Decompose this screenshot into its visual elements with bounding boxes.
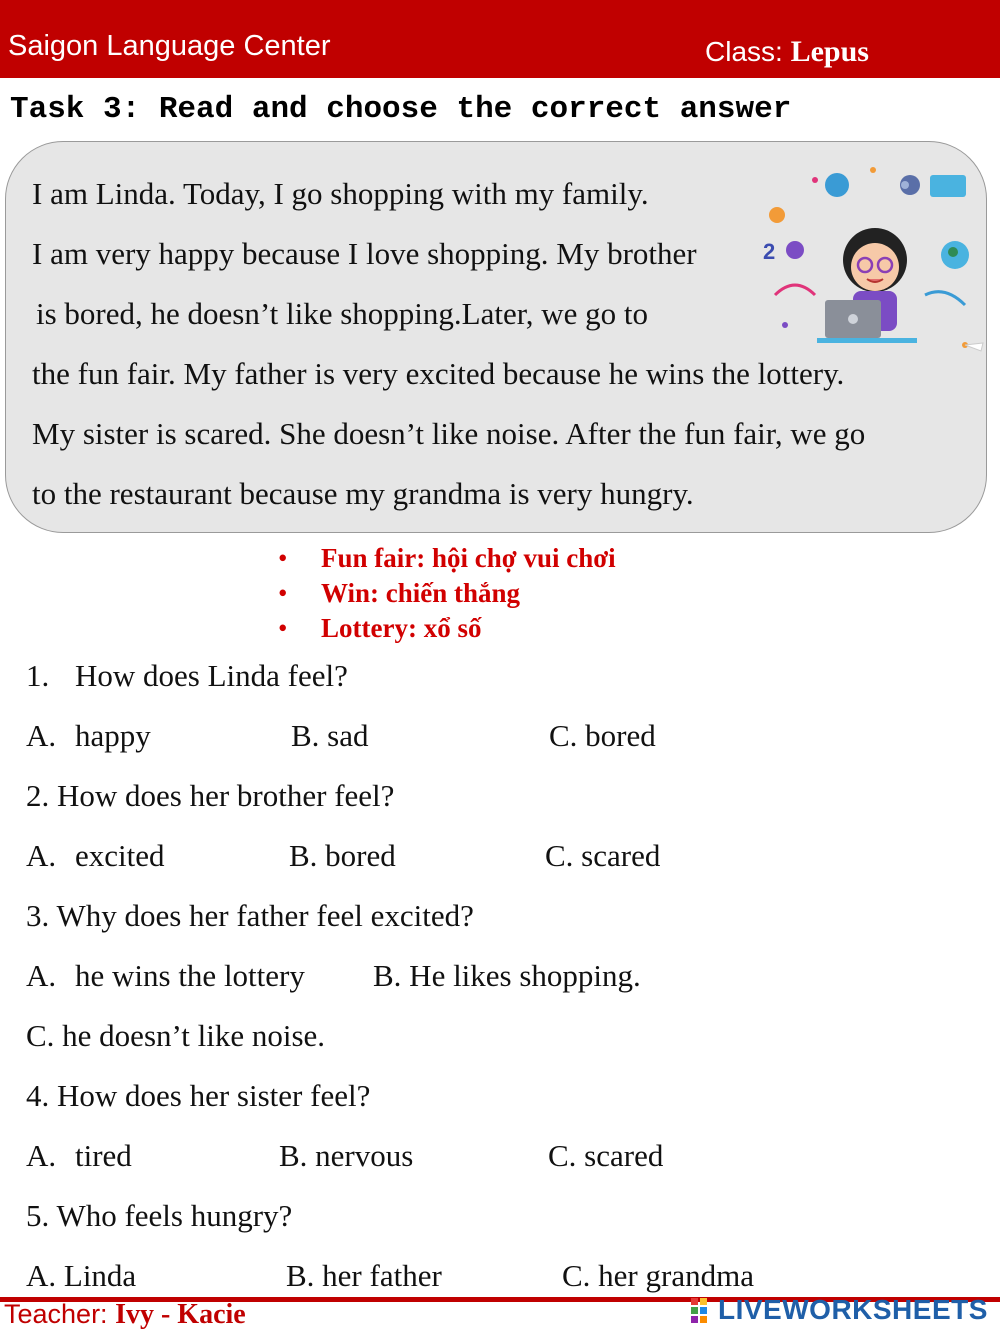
passage-line: I am very happy because I love shopping. My brother: [32, 236, 697, 271]
vocabulary-list: [278, 543, 616, 648]
class-label: Class:: [705, 36, 791, 67]
svg-text:2: 2: [763, 239, 776, 264]
bullet: •: [278, 613, 288, 643]
vocabulary-item: [278, 578, 616, 613]
vocabulary-text: Fun fair: hội chợ vui chơi: [321, 543, 616, 573]
question-3: 3. Why does her father feel excited?: [26, 898, 474, 933]
bullet: •: [278, 578, 288, 608]
girl-with-laptop-illustration: [755, 155, 985, 355]
liveworksheets-logo: [690, 1293, 988, 1327]
bullet: •: [278, 543, 288, 573]
option-c[interactable]: C. scared: [545, 838, 661, 873]
teacher-names: Ivy - Kacie: [115, 1299, 246, 1330]
liveworksheets-icon: [690, 1296, 718, 1324]
question-1: [26, 658, 348, 694]
question-2: 2. How does her brother feel?: [26, 778, 395, 813]
passage-line: the fun fair. My father is very excited because he wins the lottery.: [32, 356, 845, 391]
teacher-credit: [4, 1299, 246, 1331]
question-text: How does Linda feel?: [75, 658, 348, 693]
option-text: tired: [75, 1138, 132, 1173]
option-a[interactable]: [26, 718, 151, 754]
option-text: he wins the lottery: [75, 958, 305, 993]
option-a[interactable]: [26, 958, 305, 994]
passage-line: I am Linda. Today, I go shopping with my family.: [32, 176, 649, 211]
option-c[interactable]: C. her grandma: [562, 1258, 754, 1293]
option-c[interactable]: C. he doesn’t like noise.: [26, 1018, 326, 1053]
vocabulary-item: [278, 543, 616, 578]
option-letter: A.: [26, 838, 57, 873]
class-info: [705, 35, 869, 69]
option-letter: A.: [26, 958, 57, 993]
option-b[interactable]: B. He likes shopping.: [373, 958, 641, 993]
option-text: excited: [75, 838, 165, 873]
passage-line: My sister is scared. She doesn’t like noise. After the fun fair, we go: [32, 416, 866, 451]
passage-line: to the restaurant because my grandma is very hungry.: [32, 476, 694, 511]
option-b[interactable]: B. nervous: [279, 1138, 414, 1173]
teacher-label: Teacher:: [4, 1299, 116, 1329]
passage-line: is bored, he doesn’t like shopping.Later, we go to: [36, 296, 649, 331]
school-name: Saigon Language Center: [8, 30, 331, 62]
question-5: 5. Who feels hungry?: [26, 1198, 293, 1233]
option-a[interactable]: A. Linda: [26, 1258, 137, 1293]
option-b[interactable]: B. her father: [286, 1258, 442, 1293]
brand-text: LIVEWORKSHEETS: [718, 1294, 988, 1325]
vocabulary-item: [278, 613, 616, 648]
header-bar: [0, 0, 1000, 78]
option-a[interactable]: [26, 1138, 132, 1174]
option-c[interactable]: C. bored: [549, 718, 656, 753]
option-c[interactable]: C. scared: [548, 1138, 664, 1173]
vocabulary-text: Win: chiến thắng: [321, 578, 521, 608]
question-number: 1.: [26, 658, 50, 693]
option-text: happy: [75, 718, 151, 753]
option-b[interactable]: B. sad: [291, 718, 369, 753]
option-b[interactable]: B. bored: [289, 838, 396, 873]
vocabulary-text: Lottery: xổ số: [321, 613, 482, 643]
option-letter: A.: [26, 1138, 57, 1173]
question-4: 4. How does her sister feel?: [26, 1078, 371, 1113]
task-title: Task 3: Read and choose the correct answer: [10, 92, 792, 127]
option-letter: A.: [26, 718, 57, 753]
option-a[interactable]: [26, 838, 165, 874]
class-name: Lepus: [790, 35, 869, 68]
